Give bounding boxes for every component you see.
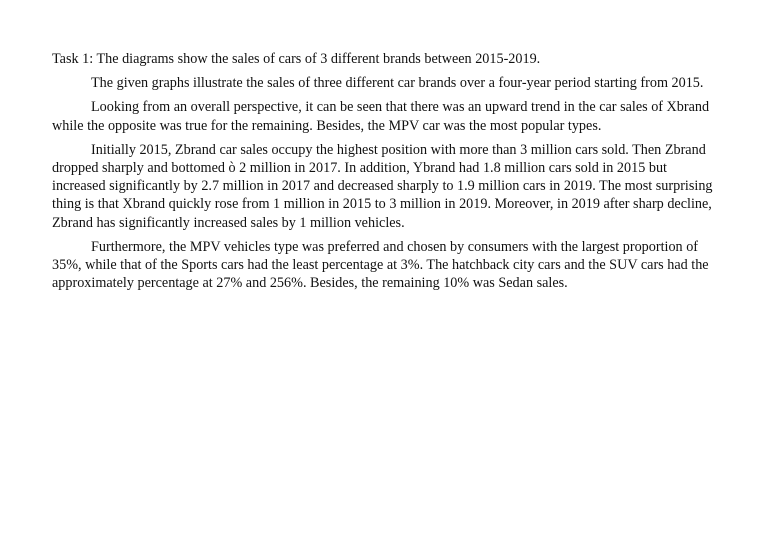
paragraph-brand-sales: Initially 2015, Zbrand car sales occupy the highest position with more than 3 million cars sold. Then Zbrand dropped sharply and bottomed ò 2 million in 2017. In addition, Ybrand had 1.8 million cars sold in 2015 but increased significantly by 2.7 million in 2017 and decreased sharply to 1.9 million cars in 2019. The most surprising thing is that Xbrand quickly rose from 1 million in 2015 to 3 million in 2019. Moreover, in 2019 after sharp decline, Zbrand has significantly increased sales by 1 million vehicles. bbox=[52, 141, 713, 231]
document-body bbox=[52, 50, 720, 298]
paragraph-vehicle-types: Furthermore, the MPV vehicles type was preferred and chosen by consumers with the largest proportion of 35%, while that of the Sports cars had the least percentage at 3%. The hatchback city cars and the SUV cars had the approximately percentage at 27% and 256%. Besides, the remaining 10% was Sedan sales. bbox=[52, 238, 709, 292]
paragraph-overview: Looking from an overall perspective, it can be seen that there was an upward trend in the car sales of Xbrand while the opposite was true for the remaining. Besides, the MPV car was the most popular types. bbox=[52, 99, 710, 134]
document-title: Task 1: The diagrams show the sales of cars of 3 different brands between 2015-2019. bbox=[52, 51, 541, 67]
paragraph-introduction: The given graphs illustrate the sales of three different car brands over a four-year period starting from 2015. bbox=[91, 75, 704, 92]
